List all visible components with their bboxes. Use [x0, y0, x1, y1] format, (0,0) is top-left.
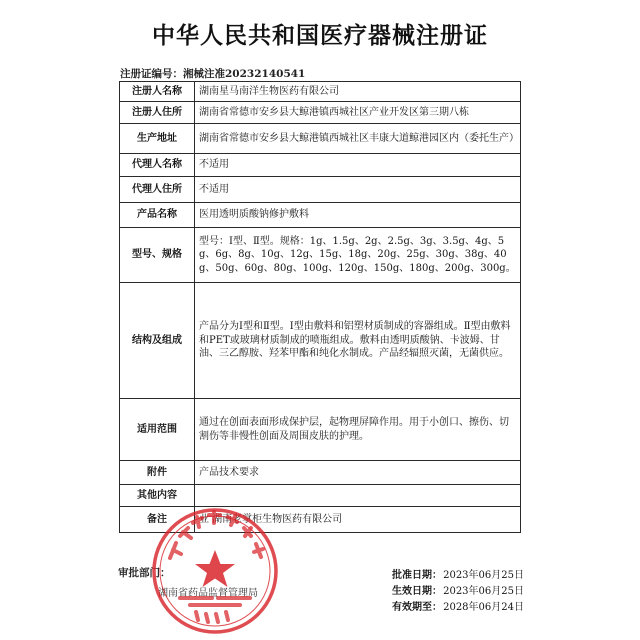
- effective-date-row: [384, 581, 524, 597]
- date-label: 有效期至：: [392, 601, 442, 613]
- row-value: 产品分为Ⅰ型和Ⅱ型。Ⅰ型由敷料和铝塑材质制成的容器组成。Ⅱ型由敷料和PET或玻璃材质制成的喷瓶组成。敷料由透明质酸钠、卡波姆、甘油、三乙醇胺、羟苯甲酯和纯化水制成。产品经辐照灭菌，无菌供应。: [195, 283, 521, 399]
- row-agent-name: [120, 154, 521, 177]
- row-registrant-address: [120, 102, 521, 124]
- row-value: 湖南星马南洋生物医药有限公司: [195, 82, 521, 102]
- row-value: 型号：Ⅰ型、Ⅱ型。规格：1g、1.5g、2g、2.5g、3g、3.5g、4g、5g、6g、8g、10g、12g、15g、18g、20g、25g、30g、38g、40g、50g、60g、80g、100g、120g、150g、180g、200g、300g。: [195, 228, 521, 283]
- date-label: 批准日期：: [392, 569, 442, 581]
- row-label: 产品名称: [120, 203, 195, 228]
- row-label: 结构及组成: [120, 283, 195, 399]
- row-label: 适用范围: [120, 399, 195, 461]
- row-product-name: [120, 203, 521, 228]
- row-agent-address: [120, 177, 521, 203]
- row-value: 不适用: [195, 177, 521, 203]
- row-registrant-name: [120, 82, 521, 102]
- cert-number-label: 注册证编号：: [120, 68, 183, 80]
- approval-date-row: [384, 565, 524, 581]
- row-label: 注册人住所: [120, 102, 195, 124]
- date-label: 生效日期：: [392, 585, 442, 597]
- row-label: 注册人名称: [120, 82, 195, 102]
- row-model-spec: [120, 228, 521, 283]
- row-value: [195, 485, 521, 507]
- date-value: 2023年06月25日: [443, 569, 524, 581]
- registration-table: [119, 81, 521, 533]
- row-value: 业 湖南老掌柜生物医药有限公司: [195, 507, 521, 533]
- row-value: 产品技术要求: [195, 461, 521, 485]
- date-value: 2028年06月24日: [443, 601, 524, 613]
- row-label: 其他内容: [120, 485, 195, 507]
- row-label: 生产地址: [120, 124, 195, 154]
- row-value: 湖南省常德市安乡县大鲸港镇西城社区产业开发区第三期八栋: [195, 102, 521, 124]
- cert-number: [120, 66, 305, 81]
- row-value: 湖南省常德市安乡县大鲸港镇西城社区丰康大道鲸港园区内（委托生产）: [195, 124, 521, 154]
- row-label: 代理人住所: [120, 177, 195, 203]
- page-title: 中华人民共和国医疗器械注册证: [152, 23, 488, 49]
- row-attachment: [120, 461, 521, 485]
- approval-dept-label: 审批部门：: [118, 567, 171, 579]
- row-production-address: [120, 124, 521, 154]
- row-label: 备注: [120, 507, 195, 533]
- date-value: 2023年06月25日: [443, 585, 524, 597]
- approval-dept-name: 湖南省药品监督管理局: [158, 588, 258, 599]
- row-value: 不适用: [195, 154, 521, 177]
- cert-number-value: 湘械注准20232140541: [183, 68, 306, 80]
- date-block: [384, 565, 524, 613]
- row-label: 附件: [120, 461, 195, 485]
- seal-star-icon: [195, 550, 235, 587]
- row-label: 型号、规格: [120, 228, 195, 283]
- row-value: 医用透明质酸钠修护敷料: [195, 203, 521, 228]
- row-label: 代理人名称: [120, 154, 195, 177]
- official-seal-stamp: [150, 506, 280, 636]
- row-other: [120, 485, 521, 507]
- expiry-date-row: [384, 597, 524, 613]
- row-scope: [120, 399, 521, 461]
- row-value: 通过在创面表面形成保护层，起物理屏障作用。用于小创口、擦伤、切割伤等非慢性创面及周围皮肤的护理。: [195, 399, 521, 461]
- row-structure: [120, 283, 521, 399]
